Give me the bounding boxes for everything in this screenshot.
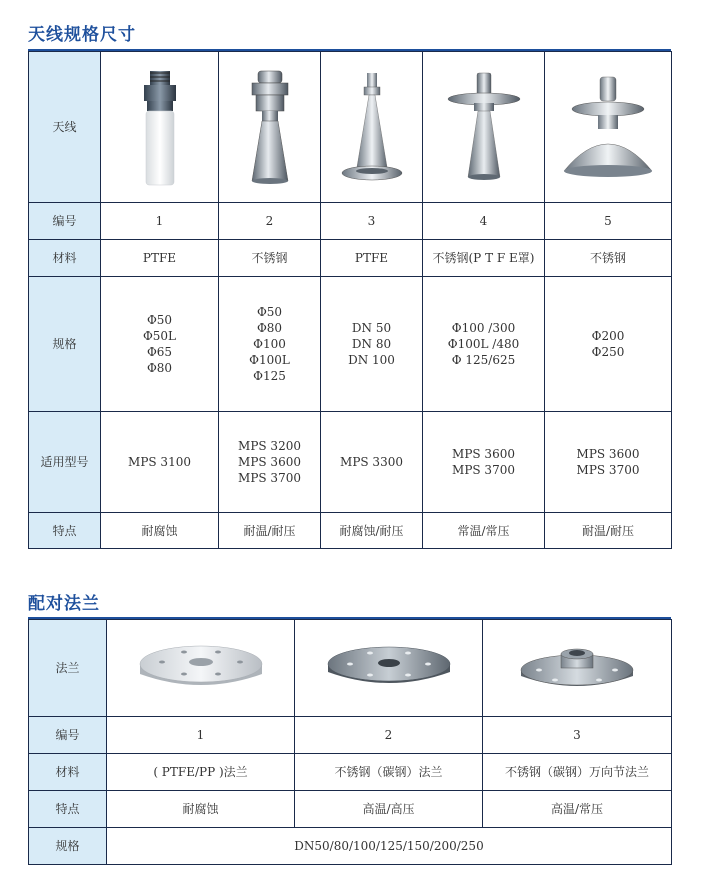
antenna-feature: 耐腐蚀 xyxy=(101,513,219,549)
model-line: MPS 3200 xyxy=(238,439,301,453)
antenna-image-cell xyxy=(219,52,321,203)
model-line: MPS 3300 xyxy=(340,455,403,469)
parabolic-antenna-icon xyxy=(558,67,658,187)
flange-number: 1 xyxy=(107,717,295,754)
antenna-model-row xyxy=(29,412,672,513)
spec-line: Φ250 xyxy=(591,345,625,359)
model-line: MPS 3600 xyxy=(576,447,640,461)
flange-spec-value: DN50/80/100/125/150/200/250 xyxy=(107,828,672,865)
spec-line: Φ 125/625 xyxy=(451,353,516,367)
antenna-number-row xyxy=(29,203,672,240)
flange-material: 不锈钢（碳钢）法兰 xyxy=(295,754,483,791)
antenna-material: 不锈钢 xyxy=(545,240,672,277)
spec-line: Φ125 xyxy=(253,369,286,383)
flange-feature: 高温/高压 xyxy=(295,791,483,828)
antenna-material-row xyxy=(29,240,672,277)
flange-spec-table xyxy=(28,619,672,865)
spec-line: Φ50L xyxy=(142,329,177,343)
flange-image-cell xyxy=(483,620,672,717)
antenna-spec xyxy=(101,277,219,412)
antenna-number: 3 xyxy=(321,203,423,240)
row-label-feature: 特点 xyxy=(29,513,101,549)
antenna-material: PTFE xyxy=(321,240,423,277)
ptfe-flange-icon xyxy=(136,638,266,698)
model-line: MPS 3600 xyxy=(452,447,515,461)
spec-line: Φ200 xyxy=(591,329,625,343)
spec-line: Φ100L xyxy=(249,353,290,367)
ptfe-covered-horn-antenna-icon xyxy=(444,67,524,187)
antenna-feature: 常温/常压 xyxy=(423,513,545,549)
antenna-spec xyxy=(423,277,545,412)
antenna-models xyxy=(545,412,672,513)
spec-line: Φ80 xyxy=(256,321,283,335)
ptfe-rod-antenna-icon xyxy=(130,67,190,187)
antenna-image-row xyxy=(29,52,672,203)
row-label-number: 编号 xyxy=(29,203,101,240)
flange-image-row xyxy=(29,620,672,717)
antenna-models xyxy=(219,412,321,513)
antenna-image-cell xyxy=(545,52,672,203)
antenna-feature: 耐温/耐压 xyxy=(545,513,672,549)
row-label-feature: 特点 xyxy=(29,791,107,828)
spec-line: DN 80 xyxy=(351,337,392,351)
row-label-spec: 规格 xyxy=(29,277,101,412)
model-line: MPS 3700 xyxy=(238,471,301,485)
model-line: MPS 3100 xyxy=(128,455,191,469)
row-label-model: 适用型号 xyxy=(29,412,101,513)
antenna-models xyxy=(101,412,219,513)
antenna-number: 4 xyxy=(423,203,545,240)
flange-image-cell xyxy=(107,620,295,717)
row-label-material: 材料 xyxy=(29,240,101,277)
antenna-models xyxy=(423,412,545,513)
antenna-material: 不锈钢(P T F E罩) xyxy=(423,240,545,277)
antenna-feature: 耐腐蚀/耐压 xyxy=(321,513,423,549)
row-label-flange: 法兰 xyxy=(29,620,107,717)
row-label-number: 编号 xyxy=(29,717,107,754)
antenna-image-cell xyxy=(423,52,545,203)
antenna-material: 不锈钢 xyxy=(219,240,321,277)
antenna-number: 2 xyxy=(219,203,321,240)
flange-feature: 高温/常压 xyxy=(483,791,672,828)
flange-section-title: 配对法兰 xyxy=(28,594,100,614)
swivel-flange-icon xyxy=(517,636,637,700)
spec-line: Φ80 xyxy=(146,361,173,375)
spec-line: Φ100 /300 xyxy=(451,321,516,335)
antenna-number: 5 xyxy=(545,203,672,240)
antenna-feature-row xyxy=(29,513,672,549)
spec-line: Φ65 xyxy=(146,345,173,359)
flange-number-row xyxy=(29,717,672,754)
row-label-material: 材料 xyxy=(29,754,107,791)
row-label-spec: 规格 xyxy=(29,828,107,865)
antenna-spec xyxy=(219,277,321,412)
spec-line: Φ100 xyxy=(253,337,286,351)
stainless-horn-antenna-icon xyxy=(240,67,300,187)
antenna-spec-table xyxy=(28,51,672,549)
flange-feature: 耐腐蚀 xyxy=(107,791,295,828)
antenna-spec-row xyxy=(29,277,672,412)
spec-line: Φ100L /480 xyxy=(447,337,520,351)
model-line: MPS 3700 xyxy=(576,463,640,477)
antenna-models xyxy=(321,412,423,513)
flange-image-cell xyxy=(295,620,483,717)
row-label-antenna: 天线 xyxy=(29,52,101,203)
flanged-horn-antenna-icon xyxy=(337,67,407,187)
antenna-image-cell xyxy=(101,52,219,203)
antenna-material: PTFE xyxy=(101,240,219,277)
spec-line: DN 50 xyxy=(351,321,392,335)
flange-number: 2 xyxy=(295,717,483,754)
flange-material: ( PTFE/PP )法兰 xyxy=(107,754,295,791)
antenna-spec xyxy=(545,277,672,412)
antenna-feature: 耐温/耐压 xyxy=(219,513,321,549)
flange-feature-row xyxy=(29,791,672,828)
antenna-number: 1 xyxy=(101,203,219,240)
antenna-section-title: 天线规格尺寸 xyxy=(28,25,136,45)
antenna-spec xyxy=(321,277,423,412)
flange-material: 不锈钢（碳钢）万向节法兰 xyxy=(483,754,672,791)
spec-line: Φ50 xyxy=(146,313,173,327)
model-line: MPS 3600 xyxy=(238,455,301,469)
flange-spec-row xyxy=(29,828,672,865)
spec-line: Φ50 xyxy=(256,305,283,319)
antenna-image-cell xyxy=(321,52,423,203)
flange-material-row xyxy=(29,754,672,791)
flange-number: 3 xyxy=(483,717,672,754)
model-line: MPS 3700 xyxy=(452,463,515,477)
steel-flange-icon xyxy=(324,638,454,698)
spec-line: DN 100 xyxy=(348,353,395,367)
